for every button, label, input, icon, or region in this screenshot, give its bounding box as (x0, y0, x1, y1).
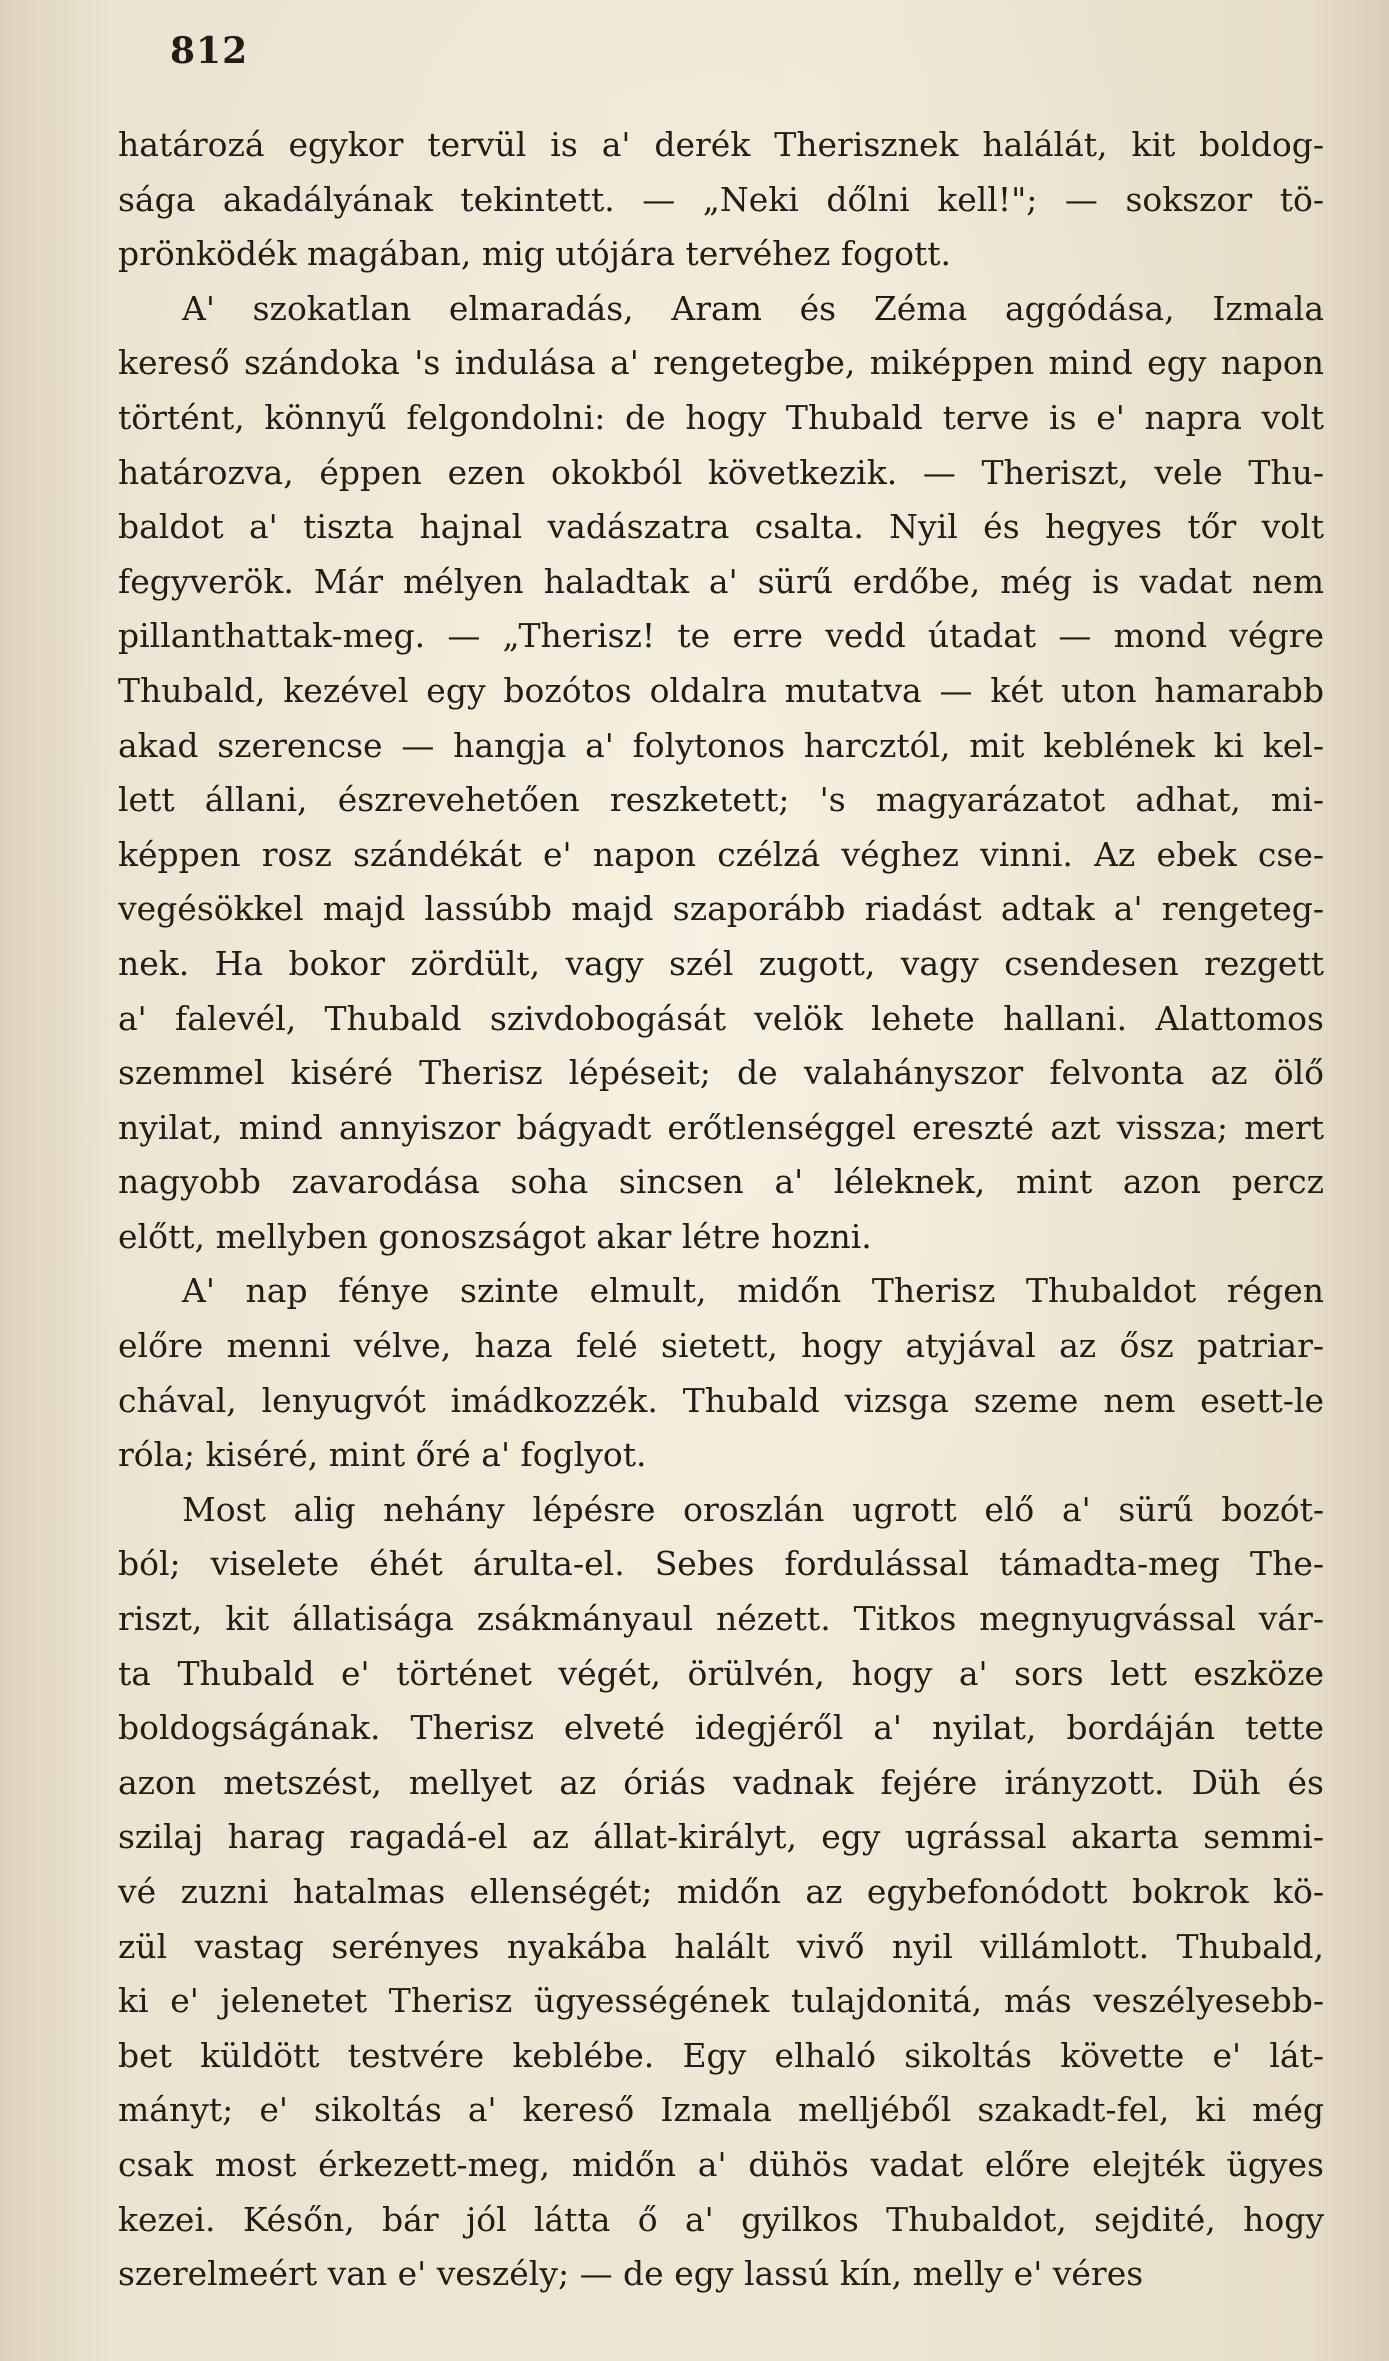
text-line: nagyobb zavarodása soha sincsen a' léleknek, mint azon percz (118, 1162, 1324, 1202)
text-line: szemmel kiséré Therisz lépéseit; de valahányszor felvonta az ölő (118, 1053, 1324, 1093)
text-line: boldogságának. Therisz elveté idegjéről a' nyilat, bordáján tette (118, 1708, 1324, 1748)
text-line: határozá egykor tervül is a' derék Therisznek halálát, kit boldog- (118, 125, 1324, 164)
text-line: ki e' jelenetet Therisz ügyességének tulajdonitá, más veszélyesebb- (118, 1981, 1324, 2021)
paragraph (118, 282, 1324, 1265)
text-line: nyilat, mind annyiszor bágyadt erőtlenséggel ereszté azt vissza; mert (118, 1107, 1324, 1147)
text-line: a' falevél, Thubald szivdobogását velök lehete hallani. Alattomos (118, 998, 1324, 1038)
text-line: baldot a' tiszta hajnal vadászatra csalta. Nyil és hegyes tőr volt (118, 507, 1324, 547)
text-line: szilaj harag ragadá-el az állat-királyt, egy ugrással akarta semmi- (118, 1817, 1324, 1857)
text-line: csak most érkezett-meg, midőn a' dühös vadat előre elejték ügyes (118, 2144, 1324, 2184)
text-line: azon metszést, mellyet az óriás vadnak fejére irányzott. Düh és (118, 1762, 1324, 1802)
text-line: fegyverök. Már mélyen haladtak a' sürű erdőbe, még is vadat nem (118, 561, 1324, 601)
text-line: A' nap fénye szinte elmult, midőn Therisz Thubaldot régen (182, 1271, 1324, 1311)
paragraph (118, 1483, 1324, 2302)
text-line: nek. Ha bokor zördült, vagy szél zugott, vagy csendesen rezgett (118, 943, 1324, 983)
text-line: pillanthattak-meg. — „Therisz! te erre vedd útadat — mond végre (118, 616, 1324, 656)
text-line: róla; kiséré, mint őré a' foglyot. (118, 1435, 647, 1475)
text-line: szerelmeért van e' veszély; — de egy lassú kín, melly e' véres (118, 2254, 1144, 2294)
text-line: mányt; e' sikoltás a' kereső Izmala melljéből szakadt-fel, ki még (118, 2090, 1324, 2130)
text-line: A' szokatlan elmaradás, Aram és Zéma aggódása, Izmala (182, 288, 1324, 328)
text-line: előtt, mellyben gonoszságot akar létre hozni. (118, 1216, 872, 1256)
paragraph (118, 118, 1324, 282)
paragraph (118, 1264, 1324, 1482)
text-line: kezei. Későn, bár jól látta ő a' gyilkos Thubaldot, sejdité, hogy (118, 2199, 1324, 2239)
text-line: chával, lenyugvót imádkozzék. Thubald vizsga szeme nem esett-le (118, 1380, 1324, 1420)
text-line: vegésökkel majd lassúbb majd szaporább riadást adtak a' rengeteg- (118, 889, 1324, 929)
text-line: ból; viselete éhét árulta-el. Sebes fordulással támadta-meg The- (118, 1544, 1324, 1584)
text-line: kereső szándoka 's indulása a' rengetegbe, miképpen mind egy napon (118, 343, 1324, 383)
text-line: bet küldött testvére keblébe. Egy elhaló sikoltás követte e' lát- (118, 2035, 1324, 2075)
text-line: történt, könnyű felgondolni: de hogy Thubald terve is e' napra volt (118, 397, 1324, 437)
text-line: lett állani, észrevehetően reszketett; 's magyarázatot adhat, mi- (118, 780, 1324, 820)
text-line: határozva, éppen ezen okokból következik. — Theriszt, vele Thu- (118, 452, 1324, 492)
text-line: riszt, kit állatisága zsákmányaul nézett. Titkos megnyugvással vár- (118, 1599, 1324, 1639)
text-line: képpen rosz szándékát e' napon czélzá véghez vinni. Az ebek cse- (118, 834, 1324, 874)
text-line: Most alig nehány lépésre oroszlán ugrott elő a' sürű bozót- (182, 1489, 1324, 1529)
text-line: akad szerencse — hangja a' folytonos harcztól, mit keblének ki kel- (118, 725, 1324, 765)
text-line: sága akadályának tekintett. — „Neki dőlni kell!"; — sokszor tö- (118, 179, 1324, 219)
text-line: előre menni vélve, haza felé sietett, hogy atyjával az ősz patriar- (118, 1326, 1324, 1366)
page-number: 812 (170, 30, 249, 72)
text-line: ta Thubald e' történet végét, örülvén, hogy a' sors lett eszköze (118, 1653, 1324, 1693)
body-text (118, 118, 1324, 2302)
text-line: Thubald, kezével egy bozótos oldalra mutatva — két uton hamarabb (118, 670, 1324, 710)
text-line: vé zuzni hatalmas ellenségét; midőn az egybefonódott bokrok kö- (118, 1872, 1324, 1911)
text-line: prönködék magában, mig utójára tervéhez fogott. (118, 234, 951, 274)
text-line: zül vastag serényes nyakába halált vivő nyil villámlott. Thubald, (118, 1926, 1324, 1966)
